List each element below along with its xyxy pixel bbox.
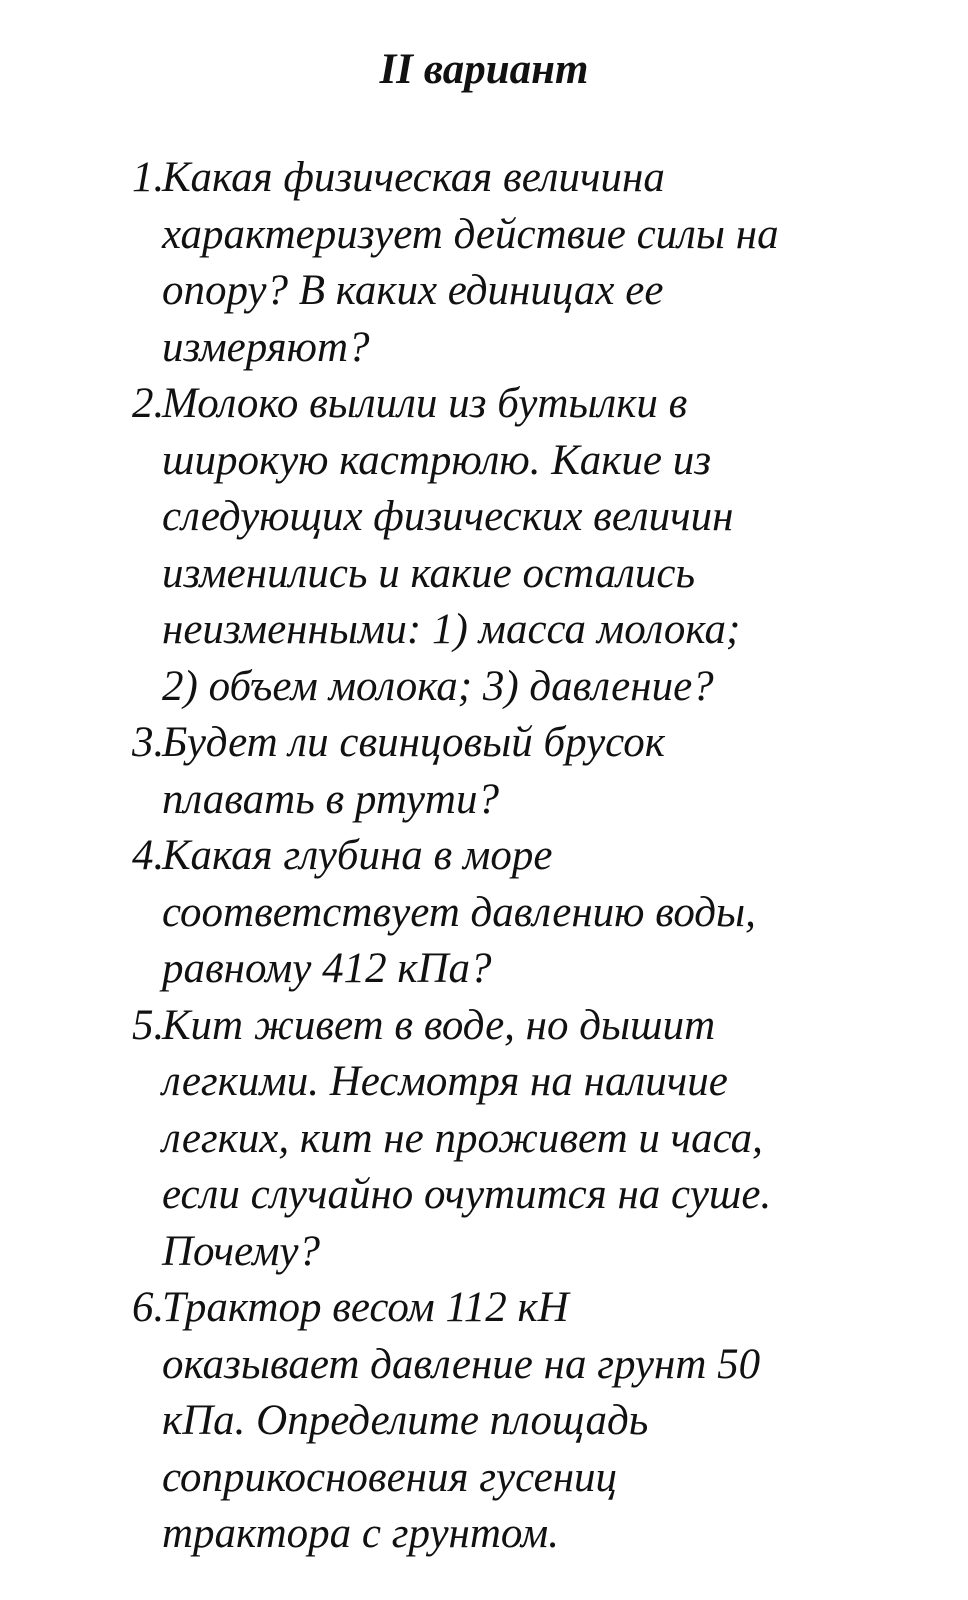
question-text-line: изменились и какие остались xyxy=(162,549,696,597)
question-text-line: опору? В каких единицах ее xyxy=(162,267,664,314)
question-text-line: Будет ли свинцовый брусок xyxy=(162,719,665,766)
question-text-line: трактора с грунтом. xyxy=(162,1510,559,1557)
question-number: 5. xyxy=(132,1001,165,1049)
question-list xyxy=(132,150,892,1563)
question-number: 3. xyxy=(132,719,165,766)
question-text-line: Какая физическая величина xyxy=(162,154,665,201)
question-item-4 xyxy=(132,828,892,998)
page-title: II вариант xyxy=(379,46,589,93)
question-number: 1. xyxy=(132,154,165,201)
question-number: 6. xyxy=(132,1284,165,1331)
question-text-line: Кит живет в воде, но дышит xyxy=(162,1001,716,1049)
question-item-6 xyxy=(132,1280,892,1563)
question-text-line: Какая глубина в море xyxy=(162,832,553,879)
question-number: 4. xyxy=(132,832,165,879)
question-text-line: оказывает давление на грунт 50 xyxy=(162,1340,761,1388)
question-text-line: плавать в ртути? xyxy=(162,775,499,823)
question-item-1 xyxy=(132,150,892,376)
question-text-line: соприкосновения гусениц xyxy=(162,1453,618,1501)
question-text-line: если случайно очутится на суше. xyxy=(162,1171,772,1218)
question-text-line: неизменными: 1) масса молока; xyxy=(162,606,741,653)
question-text-line: кПа. Определите площадь xyxy=(162,1397,649,1444)
question-text-line: измеряют? xyxy=(162,323,370,371)
question-item-3 xyxy=(132,715,892,828)
question-text-line: характеризует действие силы на xyxy=(162,210,779,258)
question-item-2 xyxy=(132,376,892,715)
question-text-line: широкую кастрюлю. Какие из xyxy=(162,436,712,484)
question-text-line: легких, кит не проживет и часа, xyxy=(162,1114,763,1162)
question-text-line: легкими. Несмотря на наличие xyxy=(162,1058,728,1105)
question-text-line: Молоко вылили из бутылки в xyxy=(162,380,688,427)
question-text-line: равному 412 кПа? xyxy=(162,945,492,992)
question-text-line: следующих физических величин xyxy=(162,493,734,540)
question-text-line: Трактор весом 112 кН xyxy=(162,1284,569,1331)
question-number: 2. xyxy=(132,380,165,427)
question-item-5 xyxy=(132,998,892,1281)
question-text-line: соответствует давлению воды, xyxy=(162,888,756,936)
question-text-line: 2) объем молока; 3) давление? xyxy=(162,662,714,710)
question-text-line: Почему? xyxy=(162,1227,320,1275)
